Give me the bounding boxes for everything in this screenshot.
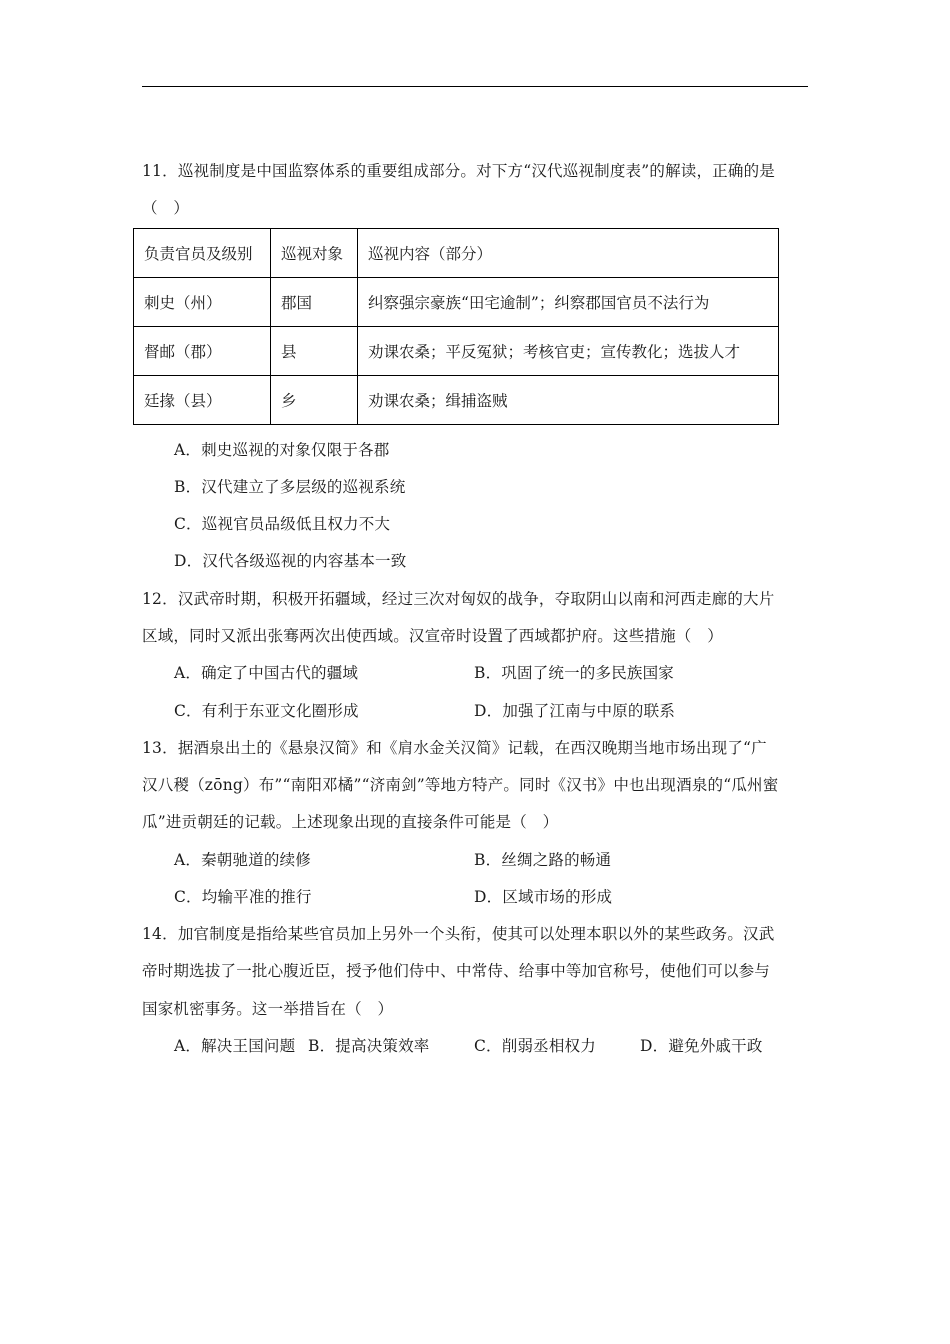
table-cell: 县 — [271, 327, 358, 376]
table-header-row — [134, 229, 779, 278]
q14-stem-line2: 帝时期选拔了一批心腹近臣，授予他们侍中、中常侍、给事中等加官称号，使他们可以参与 — [142, 962, 771, 980]
table-header-cell: 负责官员及级别 — [134, 229, 271, 278]
q11-option-b[interactable]: B．汉代建立了多层级的巡视系统 — [174, 478, 406, 496]
q12-stem-line1: 12．汉武帝时期，积极开拓疆域，经过三次对匈奴的战争，夺取阴山以南和河西走廊的大片 — [142, 590, 775, 608]
table-cell: 廷掾（县） — [134, 376, 271, 425]
table-cell: 郡国 — [271, 278, 358, 327]
q13-option-c[interactable]: C．均输平准的推行 — [174, 888, 312, 906]
q12-option-d[interactable]: D．加强了江南与中原的联系 — [474, 702, 676, 720]
header-rule — [142, 86, 808, 87]
table-cell: 劝课农桑；缉捕盗贼 — [358, 376, 779, 425]
q14-stem-line3: 国家机密事务。这一举措旨在（ ） — [142, 1000, 394, 1018]
q12-option-a[interactable]: A．确定了中国古代的疆域 — [174, 664, 359, 682]
q14-option-b[interactable]: B．提高决策效率 — [308, 1037, 430, 1055]
table-row — [134, 278, 779, 327]
q11-option-d[interactable]: D．汉代各级巡视的内容基本一致 — [174, 552, 407, 570]
table-header-cell: 巡视对象 — [271, 229, 358, 278]
q13-stem-line2: 汉八稯（zōng）布”“南阳邓橘”“济南剑”等地方特产。同时《汉书》中也出现酒泉的“瓜州蜜 — [142, 776, 779, 794]
q13-option-d[interactable]: D．区域市场的形成 — [474, 888, 613, 906]
table-cell: 乡 — [271, 376, 358, 425]
table-cell: 劝课农桑；平反冤狱；考核官吏；宣传教化；选拔人才 — [358, 327, 779, 376]
table-row — [134, 376, 779, 425]
q14-option-a[interactable]: A．解决王国问题 — [174, 1037, 296, 1055]
q11-option-a[interactable]: A．刺史巡视的对象仅限于各郡 — [174, 441, 390, 459]
q13-option-a[interactable]: A．秦朝驰道的续修 — [174, 851, 311, 869]
table-cell: 督邮（郡） — [134, 327, 271, 376]
q11-stem-line2: （ ） — [142, 199, 190, 217]
q12-option-c[interactable]: C．有利于东亚文化圈形成 — [174, 702, 359, 720]
q14-option-d[interactable]: D．避免外戚干政 — [640, 1037, 763, 1055]
q11-option-c[interactable]: C．巡视官员品级低且权力不大 — [174, 515, 391, 533]
q11-stem-line1: 11．巡视制度是中国监察体系的重要组成部分。对下方“汉代巡视制度表”的解读，正确的是 — [142, 162, 775, 180]
q11-table — [133, 228, 779, 425]
table-header-cell: 巡视内容（部分） — [358, 229, 779, 278]
q14-option-c[interactable]: C．削弱丞相权力 — [474, 1037, 596, 1055]
table-cell: 刺史（州） — [134, 278, 271, 327]
q13-stem-line3: 瓜”进贡朝廷的记载。上述现象出现的直接条件可能是（ ） — [142, 813, 559, 831]
q12-option-b[interactable]: B．巩固了统一的多民族国家 — [474, 664, 674, 682]
table-row — [134, 327, 779, 376]
q13-stem-line1: 13．据酒泉出土的《悬泉汉简》和《肩水金关汉简》记载，在西汉晚期当地市场出现了“广 — [142, 739, 767, 757]
q14-stem-line1: 14．加官制度是指给某些官员加上另外一个头衔，使其可以处理本职以外的某些政务。汉武 — [142, 925, 775, 943]
q13-option-b[interactable]: B．丝绸之路的畅通 — [474, 851, 612, 869]
q12-stem-line2: 区域，同时又派出张骞两次出使西域。汉宣帝时设置了西域都护府。这些措施（ ） — [142, 627, 723, 645]
table-cell: 纠察强宗豪族“田宅逾制”；纠察郡国官员不法行为 — [358, 278, 779, 327]
